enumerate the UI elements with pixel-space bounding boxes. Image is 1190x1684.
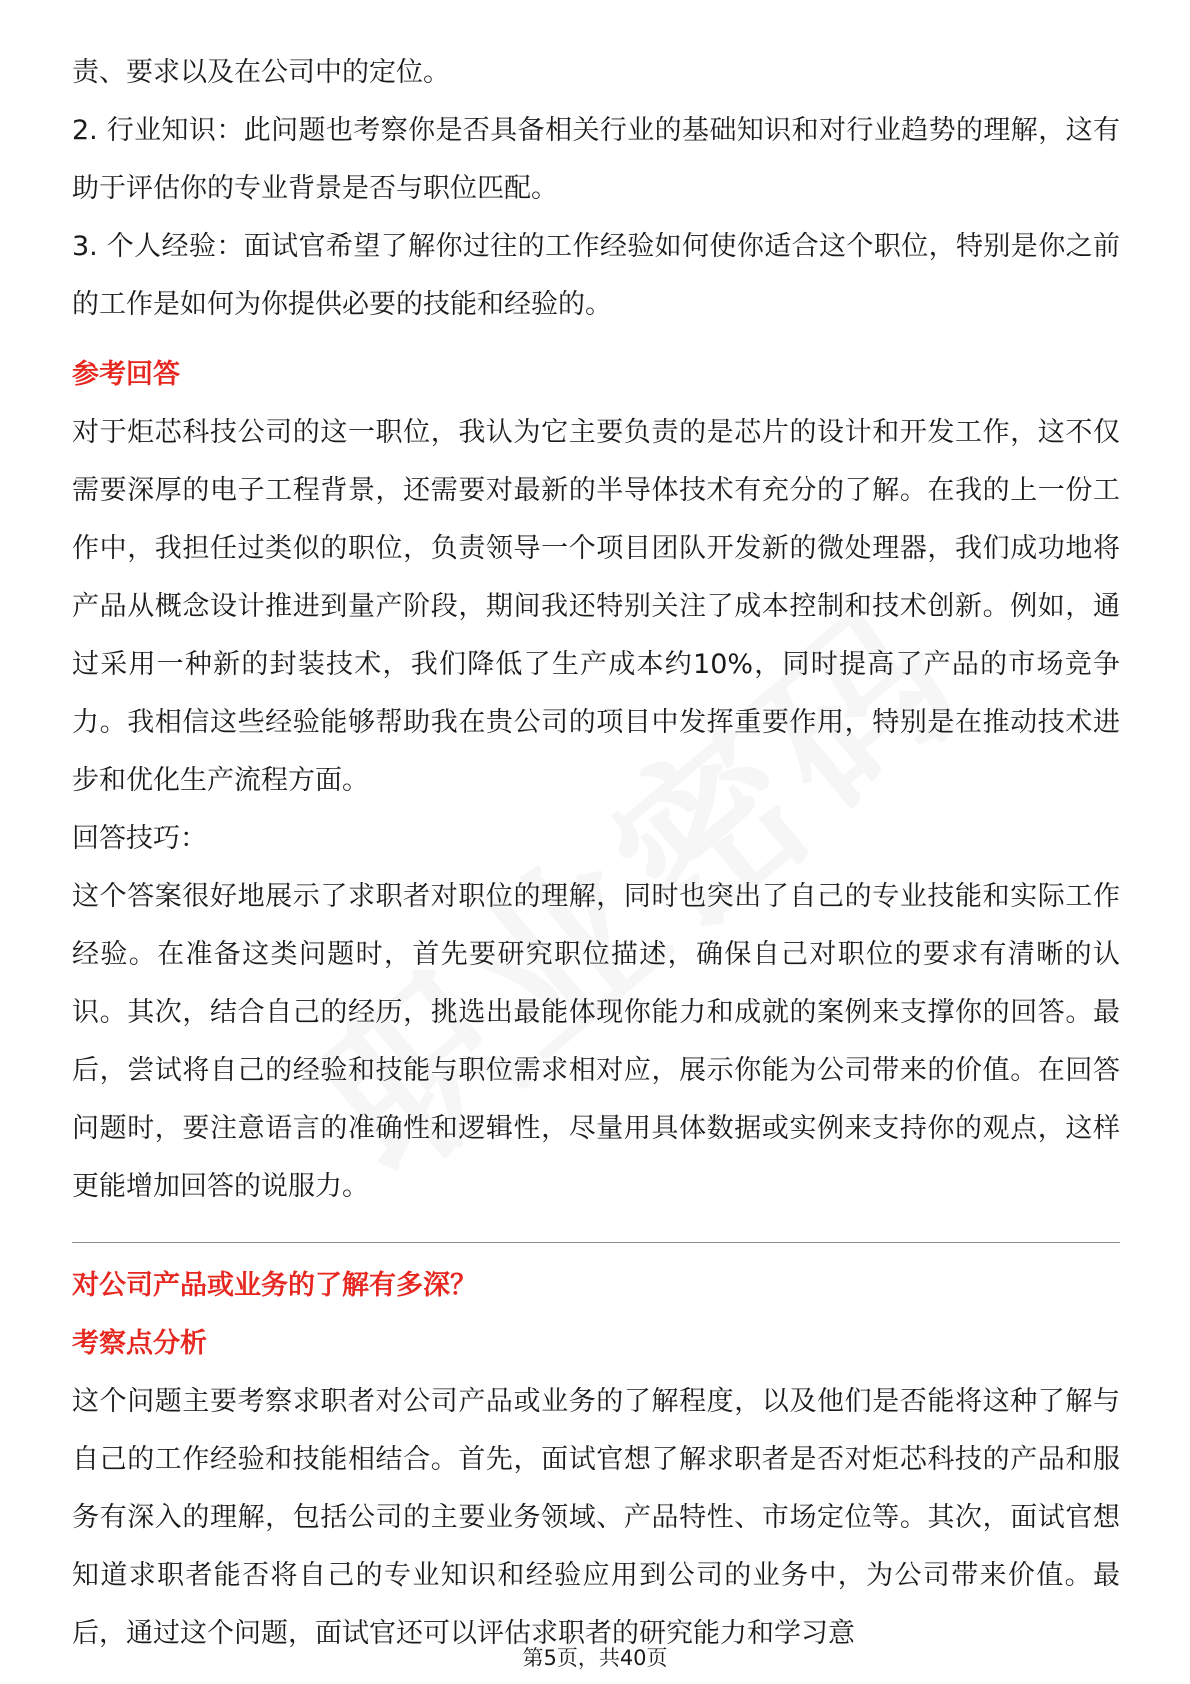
- page-content: [72, 44, 1120, 1663]
- section-divider: [72, 1242, 1120, 1243]
- tips-label: 回答技巧：: [72, 823, 207, 854]
- question-title: 对公司产品或业务的了解有多深？: [72, 1270, 477, 1301]
- analysis-item-personal-experience: 3. 个人经验：面试官希望了解你过往的工作经验如何使你适合这个职位，特别是你之前的工作是如何为你提供必要的技能和经验的。: [72, 231, 1120, 320]
- analysis-heading: 考察点分析: [72, 1328, 207, 1359]
- paragraph-continuation: 责、要求以及在公司中的定位。: [72, 57, 450, 88]
- reference-answer-text: 对于炬芯科技公司的这一职位，我认为它主要负责的是芯片的设计和开发工作，这不仅需要深厚的电子工程背景，还需要对最新的半导体技术有充分的了解。在我的上一份工作中，我担任过类似的职位，负责领导一个项目团队开发新的微处理器，我们成功地将产品从概念设计推进到量产阶段，期间我还特别关注了成本控制和技术创新。例如，通过采用一种新的封装技术，我们降低了生产成本约10%，同时提高了产品的市场竞争力。我相信这些经验能够帮助我在贵公司的项目中发挥重要作用，特别是在推动技术进步和优化生产流程方面。: [72, 417, 1120, 796]
- analysis-text: 这个问题主要考察求职者对公司产品或业务的了解程度，以及他们是否能将这种了解与自己的工作经验和技能相结合。首先，面试官想了解求职者是否对炬芯科技的产品和服务有深入的理解，包括公司的主要业务领域、产品特性、市场定位等。其次，面试官想知道求职者能否将自己的专业知识和经验应用到公司的业务中，为公司带来价值。最后，通过这个问题，面试官还可以评估求职者的研究能力和学习意: [72, 1386, 1120, 1649]
- reference-answer-heading: 参考回答: [72, 359, 180, 390]
- page-number: 第5页，共40页: [522, 1646, 668, 1670]
- analysis-item-industry-knowledge: 2. 行业知识：此问题也考察你是否具备相关行业的基础知识和对行业趋势的理解，这有助于评估你的专业背景是否与职位匹配。: [72, 115, 1120, 204]
- tips-text: 这个答案很好地展示了求职者对职位的理解，同时也突出了自己的专业技能和实际工作经验。在准备这类问题时，首先要研究职位描述，确保自己对职位的要求有清晰的认识。其次，结合自己的经历，挑选出最能体现你能力和成就的案例来支撑你的回答。最后，尝试将自己的经验和技能与职位需求相对应，展示你能为公司带来的价值。在回答问题时，要注意语言的准确性和逻辑性，尽量用具体数据或实例来支持你的观点，这样更能增加回答的说服力。: [72, 881, 1120, 1202]
